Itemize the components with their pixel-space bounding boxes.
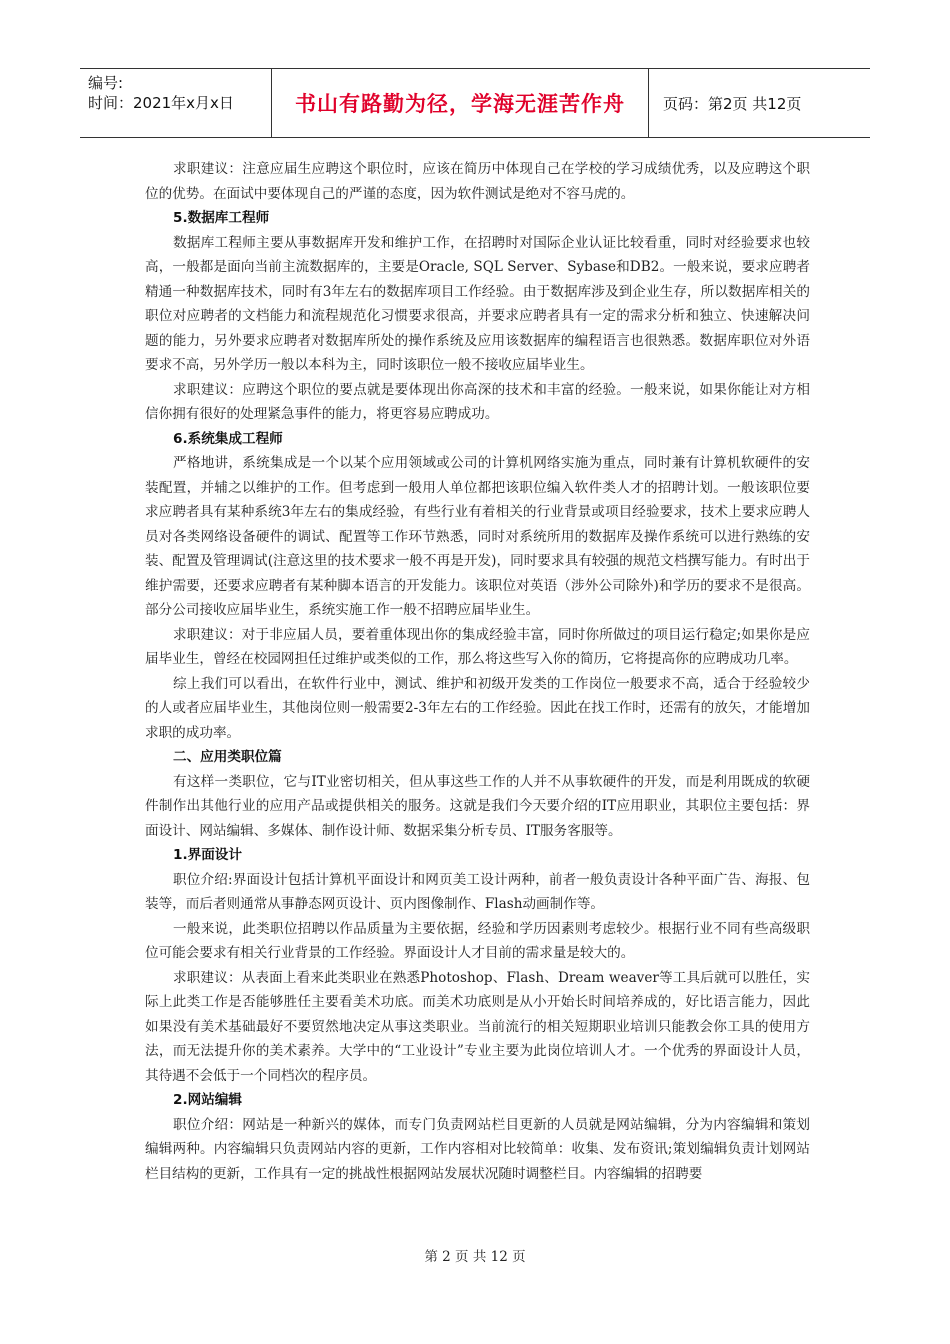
body-paragraph: 职位介绍:界面设计包括计算机平面设计和网页美工设计两种，前者一般负责设计各种平面广告、海报、包装等，而后者则通常从事静态网页设计、页内图像制作、Flash动画制作等。 xyxy=(145,871,810,912)
section-heading: 6.系统集成工程师 xyxy=(173,430,283,447)
body-paragraph: 严格地讲，系统集成是一个以某个应用领域或公司的计算机网络实施为重点，同时兼有计算机软硬件的安装配置，并辅之以维护的工作。但考虑到一般用人单位都把该职位编入软件类人才的招聘计划。一般该职位要求应聘者具有某种系统3年左右的集成经验，有些行业有着相关的行业背景或项目经验要求，技术上要求应聘人员对各类网络设备硬件的调试、配置等工作环节熟悉，同时对系统所用的数据库及操作系统可以进行熟练的安装、配置及管理调试(注意这里的技术要求一般不再是开发)，同时要求具有较强的规范文档撰写能力。有时出于维护需要，还要求应聘者有某种脚本语言的开发能力。该职位对英语（涉外公司除外)和学历的要求不是很高。部分公司接收应届毕业生，系统实施工作一般不招聘应届毕业生。 xyxy=(145,455,810,618)
section-heading: 5.数据库工程师 xyxy=(173,210,270,226)
section-heading: 二、应用类职位篇 xyxy=(173,749,282,765)
body-paragraph: 职位介绍：网站是一种新兴的媒体，而专门负责网站栏目更新的人员就是网站编辑，分为内容编辑和策划编辑两种。内容编辑只负责网站内容的更新，工作内容相对比较简单：收集、发布资讯;策划编辑负责计划网站栏目结构的更新，工作具有一定的挑战性根据网站发展状况随时调整栏目。内容编辑的招聘要 xyxy=(145,1116,810,1182)
body-paragraph: 求职建议：注意应届生应聘这个职位时，应该在简历中体现自己在学校的学习成绩优秀，以及应聘这个职位的优势。在面试中要体现自己的严谨的态度，因为软件测试是绝对不容马虎的。 xyxy=(145,161,810,202)
body-paragraph: 数据库工程师主要从事数据库开发和维护工作，在招聘时对国际企业认证比较看重，同时对经验要求也较高，一般都是面向当前主流数据库的，主要是Oracle, SQL Server、Sybase和DB2。一般来说，要求应聘者精通一种数据库技术，同时有3年左右的数据库项目工作经验。由于数据库涉及到企业生存，所以数据库相关的职位对应聘者的文档能力和流程规范化习惯要求很高，并要求应聘者具有一定的需求分析和独立、快速解决问题的能力，另外要求应聘者对数据库所处的操作系统及应用该数据库的编程语言也很熟悉。数据库职位对外语要求不高，另外学历一般以本科为主，同时该职位一般不接收应届毕业生。 xyxy=(145,234,810,373)
body-paragraph: 求职建议：对于非应届人员，要着重体现出你的集成经验丰富，同时你所做过的项目运行稳定;如果你是应届毕业生，曾经在校园网担任过维护或类似的工作，那么将这些写入你的简历，它将提高你的应聘成功几率。 xyxy=(145,626,810,667)
number-label: 编号: xyxy=(88,74,124,92)
time-label: 时间：2021年x月x日 xyxy=(88,94,234,112)
header-page-info: 页码：第2页 共12页 xyxy=(663,94,802,113)
document-body xyxy=(145,157,810,1186)
page-header xyxy=(80,68,870,138)
body-paragraph: 求职建议：从表面上看来此类职业在熟悉Photoshop、Flash、Dream weaver等工具后就可以胜任，实际上此类工作是否能够胜任主要看美术功底。而美术功底则是从小开始长时间培养成的，好比语言能力，因此如果没有美术基础最好不要贸然地决定从事这类职业。当前流行的相关短期职业培训只能教会你工具的使用方法，而无法提升你的美术素养。大学中的“工业设计”专业主要为此岗位培训人才。一个优秀的界面设计人员，其待遇不会低于一个同档次的程序员。 xyxy=(145,969,810,1084)
header-motto: 书山有路勤为径，学海无涯苦作舟 xyxy=(272,69,649,137)
body-paragraph: 综上我们可以看出，在软件行业中，测试、维护和初级开发类的工作岗位一般要求不高，适合于经验较少的人或者应届毕业生，其他岗位则一般需要2-3年左右的工作经验。因此在找工作时，还需有的放矢，才能增加求职的成功率。 xyxy=(145,675,810,741)
body-paragraph: 有这样一类职位，它与IT业密切相关，但从事这些工作的人并不从事软硬件的开发，而是利用既成的软硬件制作出其他行业的应用产品或提供相关的服务。这就是我们今天要介绍的IT应用职业，其职位主要包括：界面设计、网站编辑、多媒体、制作设计师、数据采集分析专员、IT服务客服等。 xyxy=(145,773,810,839)
section-heading: 2.网站编辑 xyxy=(173,1092,242,1108)
body-paragraph: 求职建议：应聘这个职位的要点就是要体现出你高深的技术和丰富的经验。一般来说，如果你能让对方相信你拥有很好的处理紧急事件的能力，将更容易应聘成功。 xyxy=(145,381,810,422)
header-meta xyxy=(80,69,272,137)
body-paragraph: 一般来说，此类职位招聘以作品质量为主要依据，经验和学历因素则考虑较少。根据行业不同有些高级职位可能会要求有相关行业背景的工作经验。界面设计人才目前的需求量是较大的。 xyxy=(145,920,810,961)
section-heading: 1.界面设计 xyxy=(173,847,242,863)
page-footer: 第 2 页 共 12 页 xyxy=(424,1249,526,1265)
